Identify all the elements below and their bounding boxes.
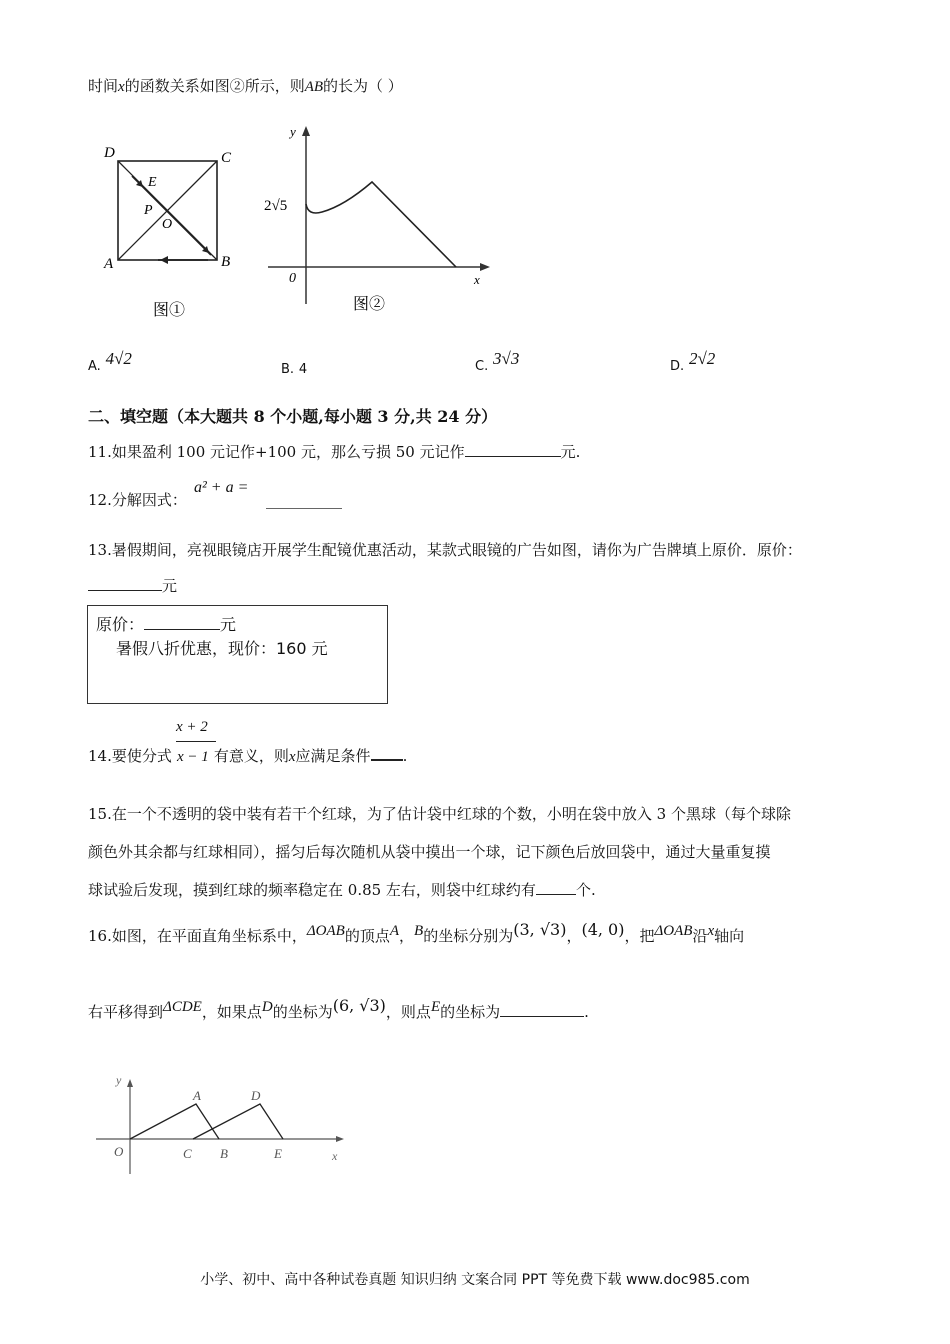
label-a: A xyxy=(104,256,114,272)
question-15-line-3: 球试验后发现，摸到红球的频率稳定在 0.85 左右，则袋中红球约有 个. xyxy=(88,881,596,899)
q12-expression: a² + a = xyxy=(194,479,249,496)
ad-price-blank xyxy=(144,613,220,630)
option-c[interactable]: C. 3√3 xyxy=(475,349,520,374)
y-value-label: 2√5 xyxy=(264,198,288,214)
question-11: 11.如果盈利 100 元记作+100 元，那么亏损 50 元记作 元. xyxy=(88,443,581,461)
answer-blank-16[interactable] xyxy=(500,1002,584,1017)
fraction-denominator: x − 1 xyxy=(176,749,209,765)
fig3-label-b: B xyxy=(220,1146,228,1161)
question-16-line-1: 16.如图，在平面直角坐标系中，ΔOAB的顶点A，B的坐标分别为(3, √3)，(4, 0)，把ΔOAB沿x轴向 xyxy=(88,920,745,945)
fraction-numerator: x + 2 xyxy=(176,719,208,735)
question-16-line-2: 右平移得到ΔCDE，如果点D的坐标为(6, √3)，则点E的坐标为 . xyxy=(88,996,589,1021)
figure-1-square xyxy=(98,140,248,325)
label-c: C xyxy=(221,150,232,166)
fig3-x-label: x xyxy=(332,1149,338,1163)
answer-blank-14[interactable] xyxy=(371,745,403,761)
question-14: 14.要使分式 x − 1 有意义，则x应满足条件 . xyxy=(88,747,408,765)
figure-3-coordinate-plane xyxy=(92,1078,354,1178)
label-b: B xyxy=(221,254,231,270)
question-15-line-1: 15.在一个不透明的袋中装有若干个红球，为了估计袋中红球的个数，小明在袋中放入 3 个黑球（每个球除 xyxy=(88,805,791,823)
label-o: O xyxy=(162,217,173,232)
option-b[interactable]: B. 4 xyxy=(281,362,308,377)
page-footer: 小学、初中、高中各种试卷真题 知识归纳 文案合同 PPT 等免费下载 www.doc985.com xyxy=(200,1272,750,1288)
section-2-heading: 二、填空题（本大题共 8 个小题,每小题 3 分,共 24 分） xyxy=(88,407,498,426)
advertisement-board xyxy=(87,605,388,704)
figure-2-caption: 图② xyxy=(353,296,386,313)
var-ab: AB xyxy=(304,79,324,95)
ad-line-2: 暑假八折优惠，现价：160 元 xyxy=(116,639,328,658)
answer-blank-13[interactable] xyxy=(88,576,162,591)
ad-line-1: 原价： 元 xyxy=(96,615,237,634)
figure-2-graph xyxy=(258,122,498,320)
question-12: 12.分解因式： xyxy=(88,491,187,509)
fig3-y-label: y xyxy=(116,1078,122,1087)
fig3-label-o: O xyxy=(114,1144,124,1159)
fig3-label-c: C xyxy=(183,1146,192,1161)
answer-blank-12[interactable] xyxy=(266,508,342,509)
var-x: x xyxy=(118,79,125,95)
label-d: D xyxy=(104,145,115,161)
question-continuation: 时间x的函数关系如图②所示，则AB的长为（ ） xyxy=(88,77,403,95)
fig3-label-e: E xyxy=(274,1146,282,1161)
fraction-bar xyxy=(176,741,216,742)
figure-1-caption: 图① xyxy=(153,302,186,319)
option-a[interactable]: A. 4√2 xyxy=(88,349,132,374)
answer-blank-15[interactable] xyxy=(536,880,576,895)
axis-x-label: x xyxy=(474,272,480,287)
label-p: P xyxy=(144,203,153,218)
fig3-label-a: A xyxy=(193,1088,201,1103)
origin-label: 0 xyxy=(289,271,296,286)
question-13-line-1: 13.暑假期间，亮视眼镜店开展学生配镜优惠活动，某款式眼镜的广告如图，请你为广告牌填上原价．原价： xyxy=(88,541,802,559)
answer-blank-11[interactable] xyxy=(465,442,561,457)
axis-y-label: y xyxy=(290,124,296,139)
question-13-line-2: 元 xyxy=(88,576,177,596)
option-d[interactable]: D. 2√2 xyxy=(670,349,716,374)
question-15-line-2: 颜色外其余都与红球相同），摇匀后每次随机从袋中摸出一个球，记下颜色后放回袋中，通过大量重复摸 xyxy=(88,843,771,861)
fig3-label-d: D xyxy=(251,1088,261,1103)
label-e: E xyxy=(148,175,157,190)
